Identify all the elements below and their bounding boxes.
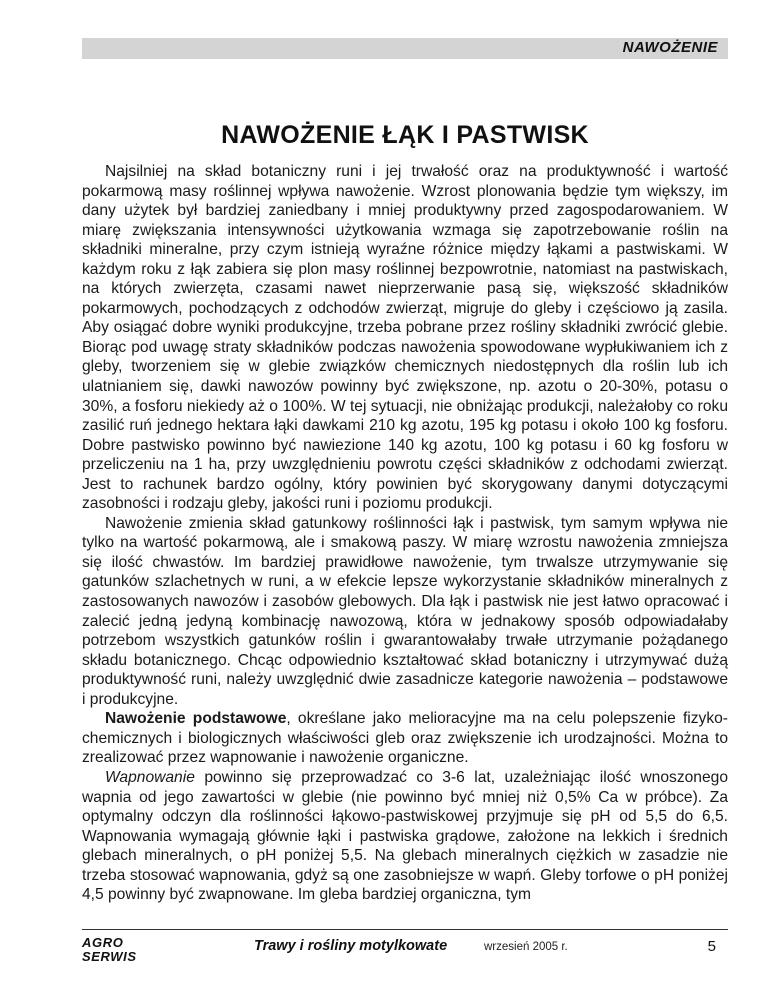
paragraph-lead-italic: Wapnowanie xyxy=(105,768,195,786)
page-number: 5 xyxy=(707,938,716,955)
paragraph-2: Nawożenie zmienia skład gatunkowy roślinności łąk i pastwisk, tym samym wpływa nie tylko na wartość pokarmową, ale i smakową paszy. W miarę wzrostu nawożenia zmniejsza się ilość chwastów. Im bardziej prawidłowe nawożenie, tym trwalsze utrzymywanie się gatunków szlachetnych w runi, a w efekcie lepsze wykorzystanie składników mineralnych z zastosowanych nawozów i zasobów glebowych. Dla łąk i pastwisk nie jest łatwo opracować i zalecić jedną jedyną kombinację nawozową, która w jednakowy sposób odpowiadałaby potrzebom wszystkich gatunków roślin i gwarantowałaby trwałe utrzymanie pożądanego składu botanicznego. Chcąc odpowiednio kształtować skład botaniczny i utrzymywać dużą produktywność runi, należy uwzględnić dwie zasadnicze kategorie nawożenia – podstawowe i produkcyjne. xyxy=(82,514,728,708)
paragraph-3: Nawożenie podstawowe, określane jako melioracyjne ma na celu polepszenie fizyko-chemicznych i biologicznych właściwości gleb oraz zwiększenie ich urodzajności. Można to zrealizować przez wapnowanie i nawożenie organiczne. xyxy=(82,710,729,767)
section-label: NAWOŻENIE xyxy=(622,39,718,56)
logo-line-1: AGRO xyxy=(82,935,124,950)
footer-divider xyxy=(82,929,728,930)
article-body xyxy=(82,162,728,905)
section-header-bar xyxy=(82,38,728,59)
agro-serwis-logo xyxy=(82,936,152,964)
issue-date: wrzesień 2005 r. xyxy=(484,941,568,953)
paragraph-4: Wapnowanie powinno się przeprowadzać co 3-6 lat, uzależniając ilość wnoszonego wapnia od jego zawartości w glebie (nie powinno być mniej niż 0,5% Ca w próbce). Za optymalny odczyn dla roślinności łąkowo-pastwiskowej przyjmuje się pH od 5,5 do 6,5. Wapnowania wymagają głównie łąki i pastwiska grądowe, założone na lekkich i średnich glebach mineralnych, o pH poniżej 5,5. Na glebach mineralnych ciężkich w zasadzie nie trzeba stosować wapnowania, gdyż są one zasobniejsze w wapń. Gleby torfowe o pH poniżej 4,5 powinny być zwapnowane. Im gleba bardziej organiczna, tym xyxy=(82,768,728,904)
logo-line-2: SERWIS xyxy=(82,949,137,964)
paragraph-lead-bold: Nawożenie podstawowe xyxy=(105,710,287,728)
page-title: NAWOŻENIE ŁĄK I PASTWISK xyxy=(221,121,589,149)
paragraph-1: Najsilniej na skład botaniczny runi i jej trwałość oraz na produktywność i wartość pokarmową masy roślinnej wpływa nawożenie. Wzrost plonowania będzie tym większy, im dany użytek był bardziej zaniedbany i mniej produktywny przed zagospodarowaniem. W miarę zwiększania intensywności użytkowania wzmaga się zapotrzebowanie roślin na składniki mineralne, przy czym istnieją wyraźne różnice między łąkami a pastwiskami. W każdym roku z łąk zabiera się plon masy roślinnej bezpowrotnie, natomiast na pastwiskach, na których zwierzęta, czasami nawet nieprzerwanie pasą się, większość składników pokarmowych, pochodzących z odchodów zwierząt, migruje do gleby i częściowo ją zasila. Aby osiągać dobre wyniki produkcyjne, trzeba pobrane przez rośliny składniki zwrócić glebie. Biorąc pod uwagę straty składników podczas nawożenia spowodowane wypłukiwaniem ich z gleby, tworzeniem się w glebie związków chemicznych niedostępnych dla roślin lub ich ulatnianiem się, dawki nawozów powinny być zwiększone, np. azotu o 20-30%, potasu o 30%, a fosforu niekiedy aż o 100%. W tej sytuacji, nie obniżając produkcji, należałoby co roku zasilić ruń jednego hektara łąki dawkami 210 kg azotu, 195 kg potasu i około 100 kg fosforu. Dobre pastwisko powinno być nawiezione 140 kg azotu, 100 kg potasu i 60 kg fosforu w przeliczeniu na 1 ha, przy uwzględnieniu powrotu części składników z odchodami zwierząt. Jest to rachunek bardzo ogólny, który powinien być skorygowany danymi dotyczącymi zasobności i rodzaju gleby, jakości runi i poziomu produkcji. xyxy=(82,163,728,513)
publication-title: Trawy i rośliny motylkowate xyxy=(254,938,448,954)
